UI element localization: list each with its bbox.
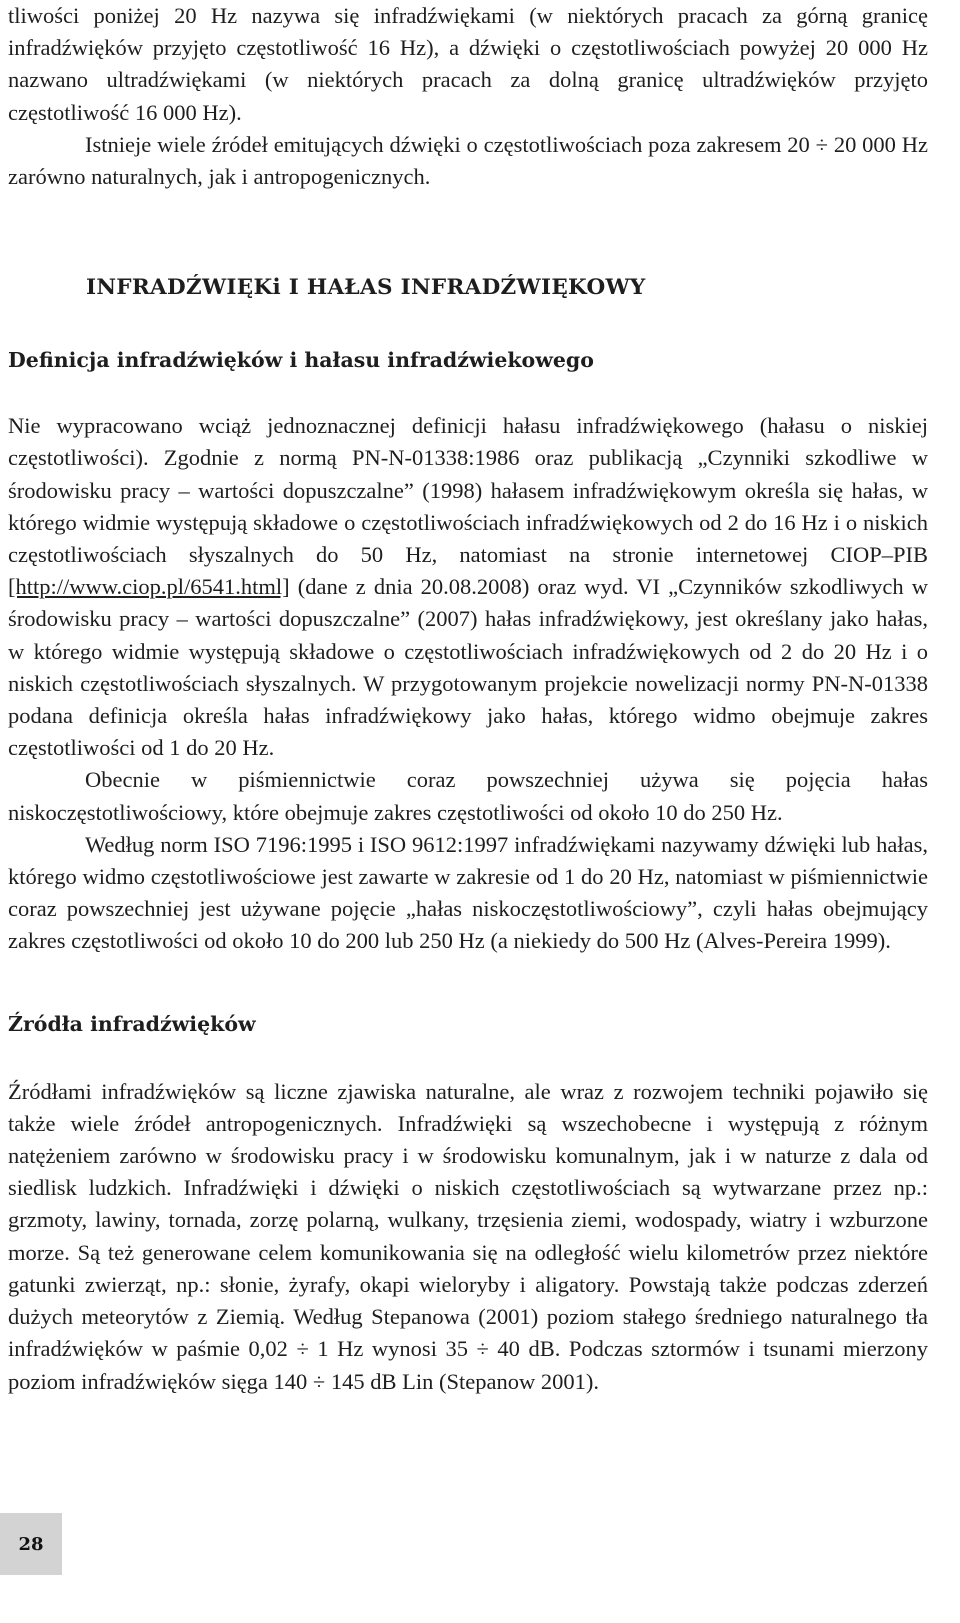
intro-paragraph-2: Istnieje wiele źródeł emitujących dźwięki o częstotliwościach poza zakresem 20 ÷ 20 000 Hz zarówno naturalnych, jak i antropogenicznych. — [8, 131, 928, 190]
ciop-link[interactable]: [http://www.ciop.pl/6541.html] — [8, 574, 290, 600]
definition-text-b: (dane z dnia 20.08.2008) oraz wyd. VI „Czynników szkodliwych w środowisku pracy – wartości dopuszczalne” (2007) hałas infradźwiękowy, jest określany jako hałas, w którego widmie występują składowe o częstotliwościach infradźwiękowych od 2 do 20 Hz i o niskich częstotliwościach słyszalnych. W przygotowanym projekcie nowelizacji normy PN-N-01338 podana definicja określa hałas infradźwiękowy jako hałas, którego widmo obejmuje zakres częstotliwości od 1 do 20 Hz. — [8, 574, 928, 761]
document-page — [8, 0, 928, 1398]
definition-paragraph-2: Obecnie w piśmiennictwie coraz powszechniej używa się pojęcia hałas niskoczęstotliwościowy, które obejmuje zakres częstotliwości od około 10 do 250 Hz. — [8, 767, 928, 825]
definition-text-a: Nie wypracowano wciąż jednoznacznej definicji hałasu infradźwiękowego (hałasu o niskiej częstotliwości). Zgodnie z normą PN-N-01338:1986 oraz publikacją „Czynniki szkodliwe w środowisku pracy – wartości dopuszczalne” (1998) hałasem infradźwiękowym określa się hałas, w którego widmie występują składowe o częstotliwościach infradźwiękowych od 2 do 16 Hz i o niskich częstotliwościach słyszalnych do 50 Hz, natomiast na stronie internetowej CIOP–PIB — [8, 413, 928, 568]
definition-heading: Definicja infradźwięków i hałasu infradźwiekowego — [8, 348, 594, 373]
intro-paragraph: tliwości poniżej 20 Hz nazywa się infradźwiękami (w niektórych pracach za górną granicę infradźwięków przyjęto częstotliwość 16 Hz), a dźwięki o częstotliwościach powyżej 20 000 Hz nazwano ultradźwiękami (w niektórych pracach za dolną granicę ultradźwięków przyjęto częstotliwość 16 000 Hz). — [8, 3, 928, 125]
definition-paragraph — [8, 410, 928, 764]
sources-paragraph: Źródłami infradźwięków są liczne zjawiska naturalne, ale wraz z rozwojem techniki pojawiło się także wiele źródeł antropogenicznych. Infradźwięki są wszechobecne i występują z różnym natężeniem zarówno w środowisku pracy i w środowisku komunalnym, jak i w naturze z dala od siedlisk ludzkich. Infradźwięki i dźwięki o niskich częstotliwościach są wytwarzane przez np.: grzmoty, lawiny, tornada, zorzę polarną, wulkany, trzęsienia ziemi, wodospady, wiatry i wzburzone morze. Są też generowane celem komunikowania się na odległość wielu kilometrów przez niektóre gatunki zwierząt, np.: słonie, żyrafy, okapi wieloryby i aligatory. Powstają także podczas zderzeń dużych meteorytów z Ziemią. Według Stepanowa (2001) poziom stałego średniego naturalnego tła infradźwięków w paśmie 0,02 ÷ 1 Hz wynosi 35 ÷ 40 dB. Podczas sztormów i tsunami mierzony poziom infradźwięków sięga 140 ÷ 145 dB Lin (Stepanow 2001). — [8, 1078, 928, 1394]
page-number: 28 — [0, 1513, 62, 1575]
definition-paragraph-3: Według norm ISO 7196:1995 i ISO 9612:1997 infradźwiękami nazywamy dźwięki lub hałas, którego widmo częstotliwościowe jest zawarte w zakresie od 1 do 20 Hz, natomiast w piśmiennictwie coraz powszechniej jest używane pojęcie „hałas niskoczęstotliwościowy”, czyli hałas obejmujący zakres częstotliwości od około 10 do 200 lub 250 Hz (a niekiedy do 500 Hz (Alves-Pereira 1999). — [8, 831, 928, 954]
sources-heading: Źródła infradźwięków — [8, 1011, 256, 1036]
section-title: INFRADŹWIĘKi I HAŁAS INFRADŹWIĘKOWY — [86, 275, 646, 301]
